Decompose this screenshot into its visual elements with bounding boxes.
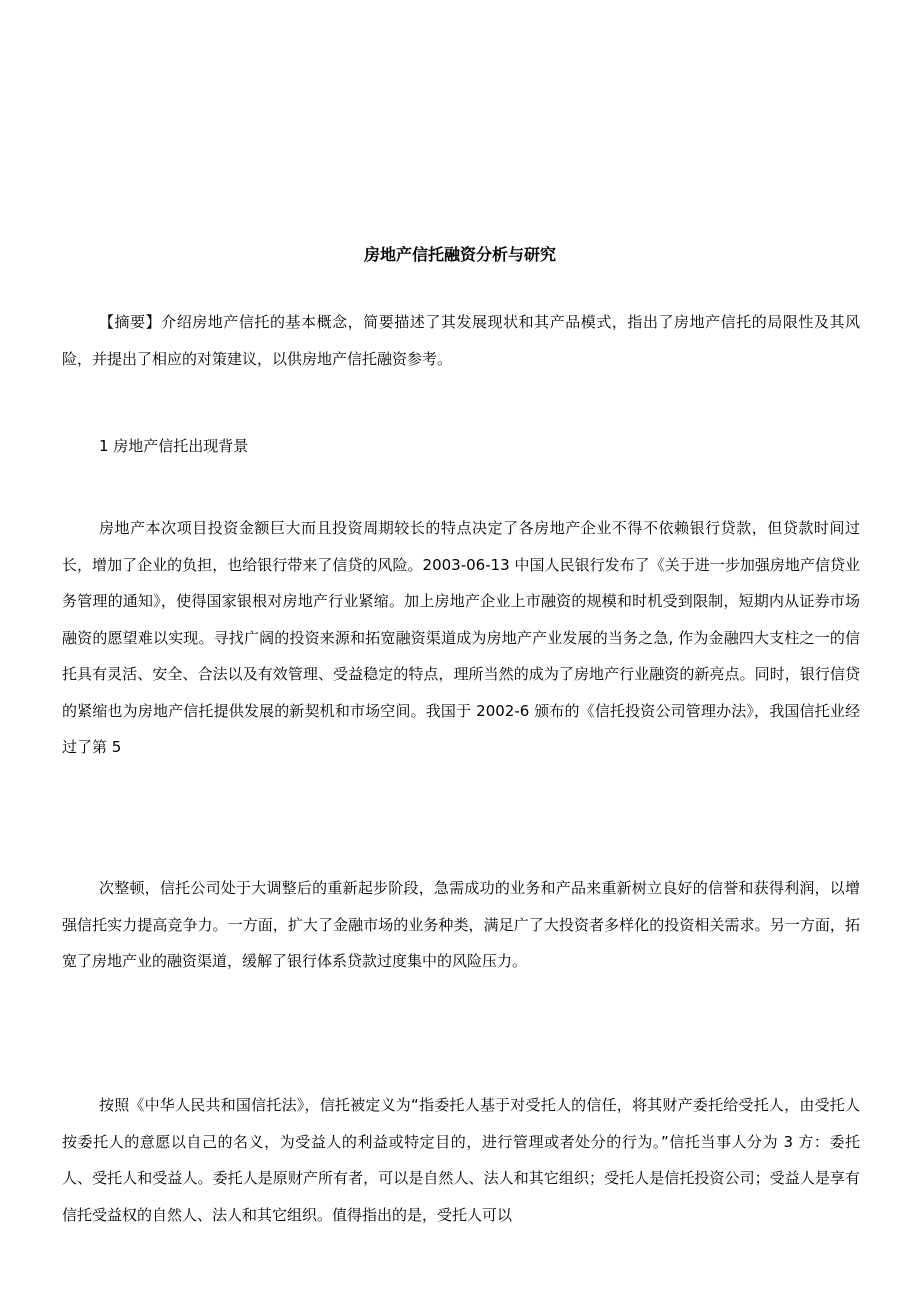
body-paragraph-2: 次整顿，信托公司处于大调整后的重新起步阶段，急需成功的业务和产品来重新树立良好的信誉和获得利润，以增强信托实力提高竞争力。一方面，扩大了金融市场的业务种类，满足广了大投资者多样化的投资相关需求。另一方面，拓宽了房地产业的融资渠道，缓解了银行体系贷款过度集中的风险压力。	[62, 879, 860, 970]
section-heading: 1 房地产信托出现背景	[99, 437, 249, 455]
body-paragraph-1: 房地产本次项目投资金额巨大而且投资周期较长的特点决定了各房地产企业不得不依赖银行贷款，但贷款时间过长，增加了企业的负担，也给银行带来了信贷的风险。2003-06-13 中国人民银行发布了《关于进一步加强房地产信贷业务管理的通知》，使得国家银根对房地产行业紧缩。加上房地产企业上市融资的规模和时机受到限制，短期内从证券市场融资的愿望难以实现。寻找广阔的投资来源和拓宽融资渠道成为房地产产业发展的当务之急, 作为金融四大支柱之一的信托具有灵活、安全、合法以及有效管理、受益稳定的特点，理所当然的成为了房地产行业融资的新亮点。同时，银行信贷的紧缩也为房地产信托提供发展的新契机和市场空间。我国于 2002-6 颁布的《信托投资公司管理办法》，我国信托业经过了第 5	[62, 519, 860, 756]
abstract-paragraph: 【摘要】介绍房地产信托的基本概念，简要描述了其发展现状和其产品模式，指出了房地产信托的局限性及其风险，并提出了相应的对策建议，以供房地产信托融资参考。	[62, 313, 860, 368]
body-paragraph-3: 按照《中华人民共和国信托法》，信托被定义为“指委托人基于对受托人的信任，将其财产委托给受托人，由受托人按委托人的意愿以自己的名义，为受益人的利益或特定目的，进行管理或者处分的行为。”信托当事人分为 3 方：委托人、受托人和受益人。委托人是原财产所有者，可以是自然人、法人和其它组织；受托人是信托投资公司；受益人是享有信托受益权的自然人、法人和其它组织。值得指出的是，受托人可以	[62, 1096, 860, 1224]
document-title: 房地产信托融资分析与研究	[363, 245, 556, 264]
